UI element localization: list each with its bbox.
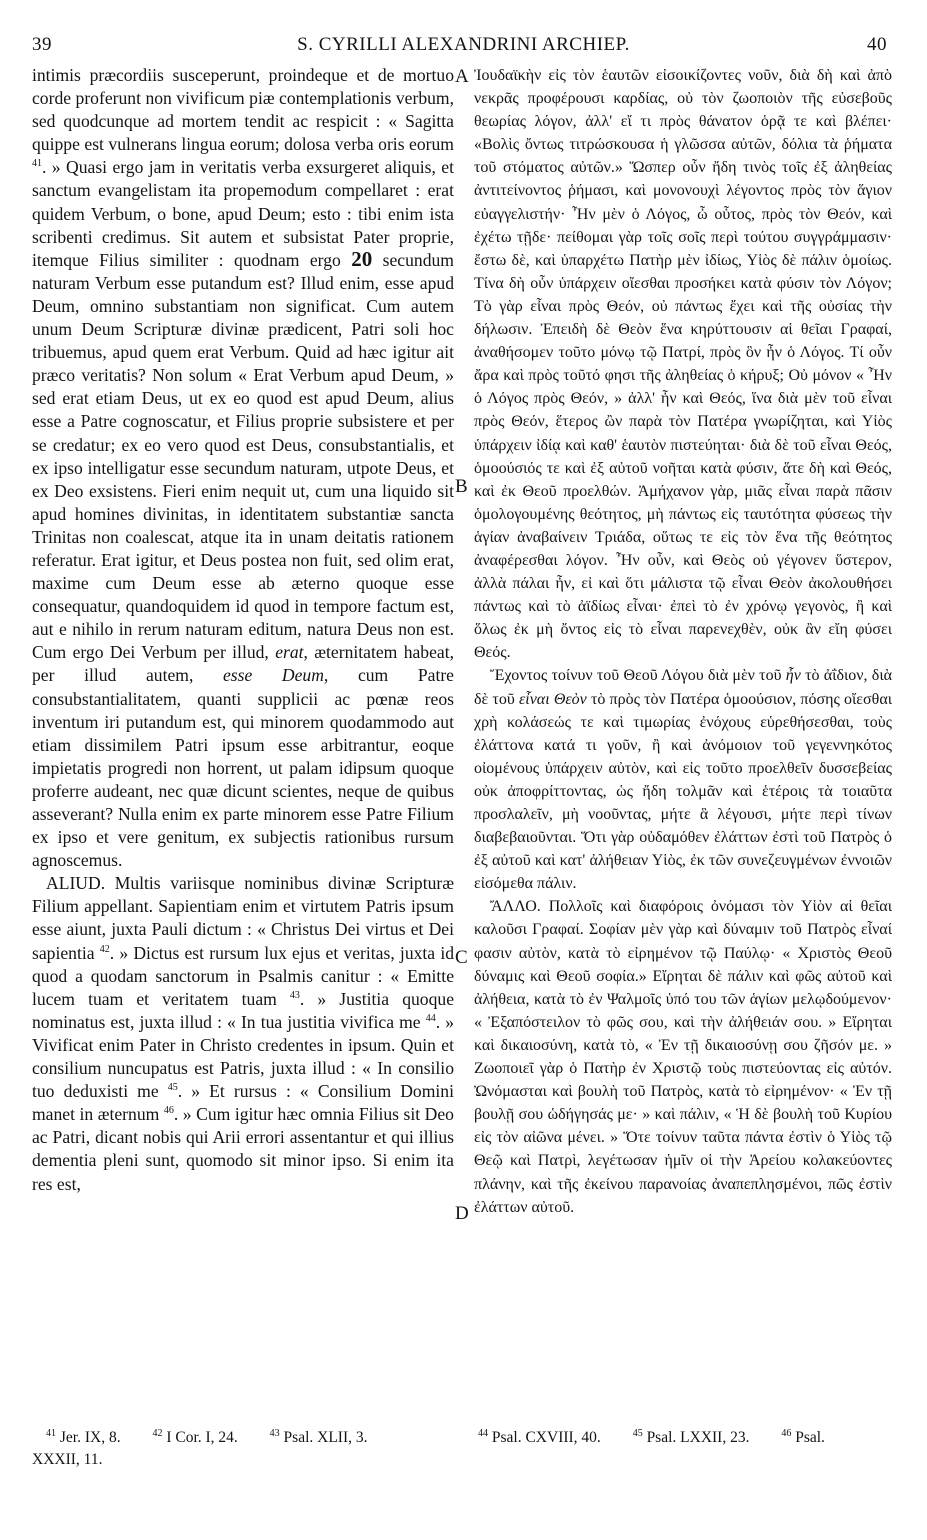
section-heading-allo: ἌΛΛΟ. xyxy=(490,898,541,916)
page-number-right: 40 xyxy=(867,34,887,55)
page-number-left: 39 xyxy=(32,34,52,55)
latin-text: . » Vivificat enim Pater in Christo credentes in ipsum. Quin et consilium nuncupatus est Patris, juxta illud : « In consilio tuo deduxisti me xyxy=(32,1011,454,1102)
section-heading-aliud: ALIUD. xyxy=(46,873,106,894)
greek-paragraph-2 xyxy=(474,664,892,895)
latin-italic: erat xyxy=(275,642,304,663)
section-marker-c: C xyxy=(455,947,468,968)
latin-paragraph-2 xyxy=(32,872,454,1195)
greek-italic: εἶναι Θεὸν xyxy=(518,690,587,708)
latin-text: . » Cum igitur hæc omnia Filius sit Deo ac Patri, dicant nobis qui Arii errori assentantur et qui illius dementia pleni sunt, quomodo sit minor ipso. Si enim ita res est, xyxy=(32,1104,454,1194)
latin-text: intimis præcordiis susceperunt, proindeque et de mortuo corde proferunt non vivificum piæ contemplationis verbum, sed quodcunque ad mortem tendit ac respicit : « Sagitta quippe est vulnerans lingua eorum; dolosa verba oris eorum xyxy=(32,65,454,155)
footnote-line xyxy=(46,1427,466,1449)
column-number: 20 xyxy=(351,246,373,271)
greek-text: τὸ πρὸς τὸν Πατέρα ὁμοούσιον, πόσης οἴεσθαι χρὴ κολάσεώς τε καὶ τιμωρίας ἐνόχους εὑρεθήσεσθαι, τοὺς ἐλάττονα κατά τι γοῦν, ἢ καὶ ἀνόμοιον τοῦ γεγεννηκότος οἰομένους ὑπάρχειν αὐτὸν, καὶ εἰς τοῦτο προελθεῖν δυσσεβείας οὐκ ἀποφρίττοντας, ὡς ἤδη τολμᾶν καὶ ἑτέροις τὰ τοιαῦτα προσλαλεῖν, μὴ νοοῦντας, μήτε ἃ λέγουσι, μήτε περὶ τίνων διαβεβαιοῦνται. Ὅτι γὰρ οὐδαμόθεν ἐλάττων ἐστὶ τοῦ Πατρὸς ὁ ἐξ αὐτοῦ καὶ κατ' ἀλήθειαν Υἱὸς, ἐκ τῶν συνεζευγμένων ἐννοιῶν εἰσόμεθα πάλιν. xyxy=(474,690,892,893)
latin-text: . » Dictus est rursum lux ejus et veritas, juxta id quod a quodam sanctorum in Psalmis canitur : « Emitte lucem tuam et veritatem tuam xyxy=(32,942,454,1009)
section-marker-d: D xyxy=(455,1203,469,1224)
section-marker-a: A xyxy=(455,66,469,87)
latin-text: . » Quasi ergo jam in veritatis verba exsurgeret aliquis, et sanctum evangelistam ita propemodum compellaret : erat quidem Verbum, o bone, apud Deum; esto : tibi enim ista scribenti credimus. Sit autem et subsistat Pater proprie, itemque Filius similiter : quodnam ergo xyxy=(32,157,454,270)
greek-text: Ἔχοντος τοίνυν τοῦ Θεοῦ Λόγου διὰ μὲν τοῦ xyxy=(490,667,786,685)
latin-italic: esse Deum xyxy=(222,665,324,686)
footnote-ref-46: 46 xyxy=(163,1105,174,1117)
footnote-item: $^{46}$ Psal. xyxy=(781,1427,825,1446)
footnote-continuation: XXXII, 11. xyxy=(32,1451,103,1468)
footnote-ref-44: 44 xyxy=(425,1012,436,1024)
footnote-item: $^{41}$ Jer. IX, 8. xyxy=(46,1427,121,1446)
footnote-item: $^{45}$ Psal. LXXII, 23. xyxy=(632,1427,750,1446)
footnote-item: $^{44}$ Psal. CXVIII, 40. xyxy=(478,1427,601,1446)
footnotes-right xyxy=(478,1427,898,1449)
latin-text: , æternitatem habeat, per illud autem, xyxy=(32,642,454,686)
latin-text: Multis variisque nominibus divinæ Scripturæ Filium appellant. Sapientiam enim et virtutem Patris ipsum esse aiunt, juxta Pauli dictum : « Christus Dei virtus et Dei sapientia xyxy=(32,873,454,963)
greek-italic: ἦν xyxy=(785,667,801,685)
greek-text: Πολλοῖς καὶ διαφόροις ὀνόμασι τὸν Υἱὸν αἱ θεῖαι καλοῦσι Γραφαί. Σοφίαν μὲν γὰρ καὶ δύναμιν τοῦ Πατρὸς εἶναί φασιν αὐτὸν, κατὰ τὸ εἰρημένον τῷ Παύλῳ· « Χριστὸς Θεοῦ δύναμις καὶ Θεοῦ σοφία.» Εἴρηται δὲ πάλιν καὶ φῶς αὐτοῦ καὶ ἀλήθεια, κατὰ τὸ ἐν Ψαλμοῖς ὑπό του τῶν ἁγίων μελῳδούμενον· « Ἐξαπόστειλον τὸ φῶς σου, καὶ τὴν ἀλήθειάν σου. » Εἴρηται καὶ δικαιοσύνη, κατὰ τὸ, « Ἐν τῇ δικαιοσύνῃ σου ζῆσόν με. » Ζωοποιεῖ γὰρ ὁ Πατὴρ ἐν Χριστῷ τοὺς πιστεύοντας εἰς αὐτόν. Ὠνόμασται καὶ βουλὴ τοῦ Πατρὸς, κατὰ τὸ εἰρημένον· « Ἐν τῇ βουλῇ σου ὡδήγησάς με· » καὶ πάλιν, « Ἡ δὲ βουλὴ τοῦ Κυρίου εἰς τὸν αἰῶνα μένει. » Ὅτε τοίνυν ταῦτα πάντα ἐστὶν ὁ Υἱὸς τῷ Θεῷ καὶ Πατρὶ, λεγέτωσαν ἡμῖν οἱ τὴν Ἀρείου κολακεύοντες πλάνην, καὶ τῆς ἐκείνου παρανοίας ἀναπεπλησμένοι, πῶς ἐστὶν ἐλάττων αὐτοῦ. xyxy=(474,898,892,1216)
greek-text: τὸ ἀΐδιον, διὰ δὲ τοῦ xyxy=(474,667,893,708)
footnote-line xyxy=(478,1427,898,1449)
latin-text: . » Justitia quoque nominatus est, juxta illud : « In tua justitia vivifica me xyxy=(32,988,454,1032)
latin-text: secundum naturam Verbum esse putandum est? Illud enim, esse apud Deum, omnino substantiam non significat. Cum autem unum Deum Scripturæ divinæ prædicent, Patri soli hoc tribuemus, apud quem erat Verbum. Quid ad hæc igitur ait præco veritatis? Non solum « Erat Verbum apud Deum, » sed erat etiam Deus, ut ex eo quod est apud Deum, alius esse a Patre cognoscatur, et Filius proprie subsistere et per se credatur; ex eo vero quod est Deus, consubstantialis, et ex ipso intelligatur esse secundum naturam, utpote Deus, et ex Deo exsistens. Fieri enim nequit ut, cum una liquido sit apud homines divinitas, in identitatem substantiæ sancta Trinitas non coalescat, atque ita in unam deitatis rationem referatur. Erat igitur, et Deus postea non fuit, sed olim erat, maxime cum Deum esse ab æterno quoque esse consequatur, quandoquidem id quod in tempore factum est, aut e nihilo in rerum naturam editum, natura Deus non est. Cum ergo Dei Verbum per illud, xyxy=(32,249,454,663)
latin-paragraph-1 xyxy=(32,64,454,872)
footnote-ref-41: 41 xyxy=(32,158,42,170)
latin-text: , cum Patre consubstantialitatem, quanti supplicii ac pœnæ reos inventum iri putandum est, qui minorem quodammodo aut etiam dissimilem Patri ipsum esse arbitrantur, eoque impietatis progredi non horrent, ut palam idipsum quoque proferre audeant, nec quæ dicunt scientes, neque de quibus asseverant? Nulla enim ex parte minorem esse Patre Filium ex ipso et vere genitum, ex subjectis rationibus rursum agnoscemus. xyxy=(32,665,454,871)
running-title: S. CYRILLI ALEXANDRINI ARCHIEP. xyxy=(297,34,630,55)
greek-paragraph-1: Ἰουδαϊκὴν εἰς τὸν ἑαυτῶν εἰσοικίζοντες νοῦν, διὰ δὴ καὶ ἀπὸ νεκρᾶς προφέρουσι καρδίας, οὐ τὸν ζωοποιὸν τῆς εὐσεβοῦς θεωρίας λόγον, ἀλλ' εἴ τι πρὸς θάνατον ὁρᾷ τε καὶ βλέπει· «Βολὶς ὄντως τιτρώσκουσα ἡ γλῶσσα αὐτῶν, δόλια τὰ ῥήματα τοῦ στόματος αὐτῶν.» Ὥσπερ οὖν ἤδη τινὸς τοῖς ἐξ ἀληθείας ἀντιτείνοντος ῥήμασι, καὶ μονονουχὶ λέγοντος πρὸς τὸν ἅγιον εὐαγγελιστήν· Ἦν μὲν ὁ Λόγος, ὦ οὗτος, πρὸς τὸν Θεόν, καὶ ἐχέτω τῇδε· πείθομαι γὰρ τοῖς σοῖς περὶ τούτου συγγράμμασιν· ἔστω δὲ, καὶ ὑπαρχέτω Πατὴρ μὲν ἰδίως, Υἱὸς δὲ πάλιν ὁμοίως. Τίνα δὴ οὖν ὑπάρχειν οἴεσθαι προσήκει κατὰ φύσιν τὸν Λόγον; Τὸ γὰρ εἶναι πρὸς Θεόν, οὐ πάντως ἔχει καὶ τῆς οὐσίας τὴν δήλωσιν. Ἐπειδὴ δὲ Θεὸν ἕνα κηρύττουσιν αἱ θεῖαι Γραφαί, ἀναθήσομεν τοῦτο μόνῳ τῷ Πατρί, πρὸς ὃν ἦν ὁ Λόγος. Τί οὖν ἄρα καὶ πρὸς τοῦτό φησι τῆς ἀληθείας ὁ κήρυξ; Οὐ μόνον « Ἦν ὁ Λόγος πρὸς Θεόν, » ἀλλ' ἦν καὶ Θεός, ἵνα διὰ μὲν τοῦ εἶναι πρὸς Θεόν, ἕτερος ὢν παρὰ τὸν Πατέρα γνωρίζηται, καὶ Υἱὸς ὑπάρχειν ἰδίᾳ καὶ καθ' ἑαυτὸν πιστεύηται· διὰ δὲ τοῦ εἶναι Θεός, ὁμοούσιός τε καὶ ἐξ αὐτοῦ νοῆται κατὰ φύσιν, ἅτε δὴ καὶ Θεός, καὶ ἐκ Θεοῦ προελθών. Ἀμήχανον γὰρ, μιᾶς εἶναι παρὰ πᾶσιν ὁμολογουμένης θεότητος, μὴ πάντως εἰς ταυτότητα φύσεως τὴν ἁγίαν ἀναβαίνειν Τριάδα, οὕτως τε εἰς τὸν ἕνα τῆς θεότητος ἀναφέρεσθαι λόγον. Ἦν οὖν, καὶ Θεὸς οὐ γέγονεν ὕστερον, ἀλλὰ πάλαι ἦν, εἰ καὶ ὅτι μάλιστα τῷ εἶναι Θεὸν ἀκολουθήσει πάντως καὶ τὸ ἀϊδίως εἶναι· ἐπεὶ τὸ ἐν χρόνῳ γεγονὸς, ἢ καὶ ὅλως ἐκ μὴ ὄντος εἰς τὸ εἶναι παρενεχθὲν, οὐκ ἂν εἴη φύσει Θεός. xyxy=(474,67,892,662)
section-marker-b: B xyxy=(455,476,468,497)
footnote-ref-43: 43 xyxy=(289,989,300,1001)
latin-column xyxy=(32,64,454,1196)
footnote-item: $^{42}$ I Cor. I, 24. xyxy=(152,1427,238,1446)
footnotes-left xyxy=(32,1427,466,1471)
footnote-item: $^{43}$ Psal. XLII, 3. xyxy=(269,1427,368,1446)
greek-column xyxy=(474,64,892,1219)
latin-text: . » Et rursus : « Consilium Domini manet in æternum xyxy=(32,1081,454,1125)
footnote-ref-42: 42 xyxy=(99,943,110,955)
footnote-ref-45: 45 xyxy=(167,1082,178,1094)
greek-paragraph-3 xyxy=(474,895,892,1218)
page-header xyxy=(0,34,927,58)
